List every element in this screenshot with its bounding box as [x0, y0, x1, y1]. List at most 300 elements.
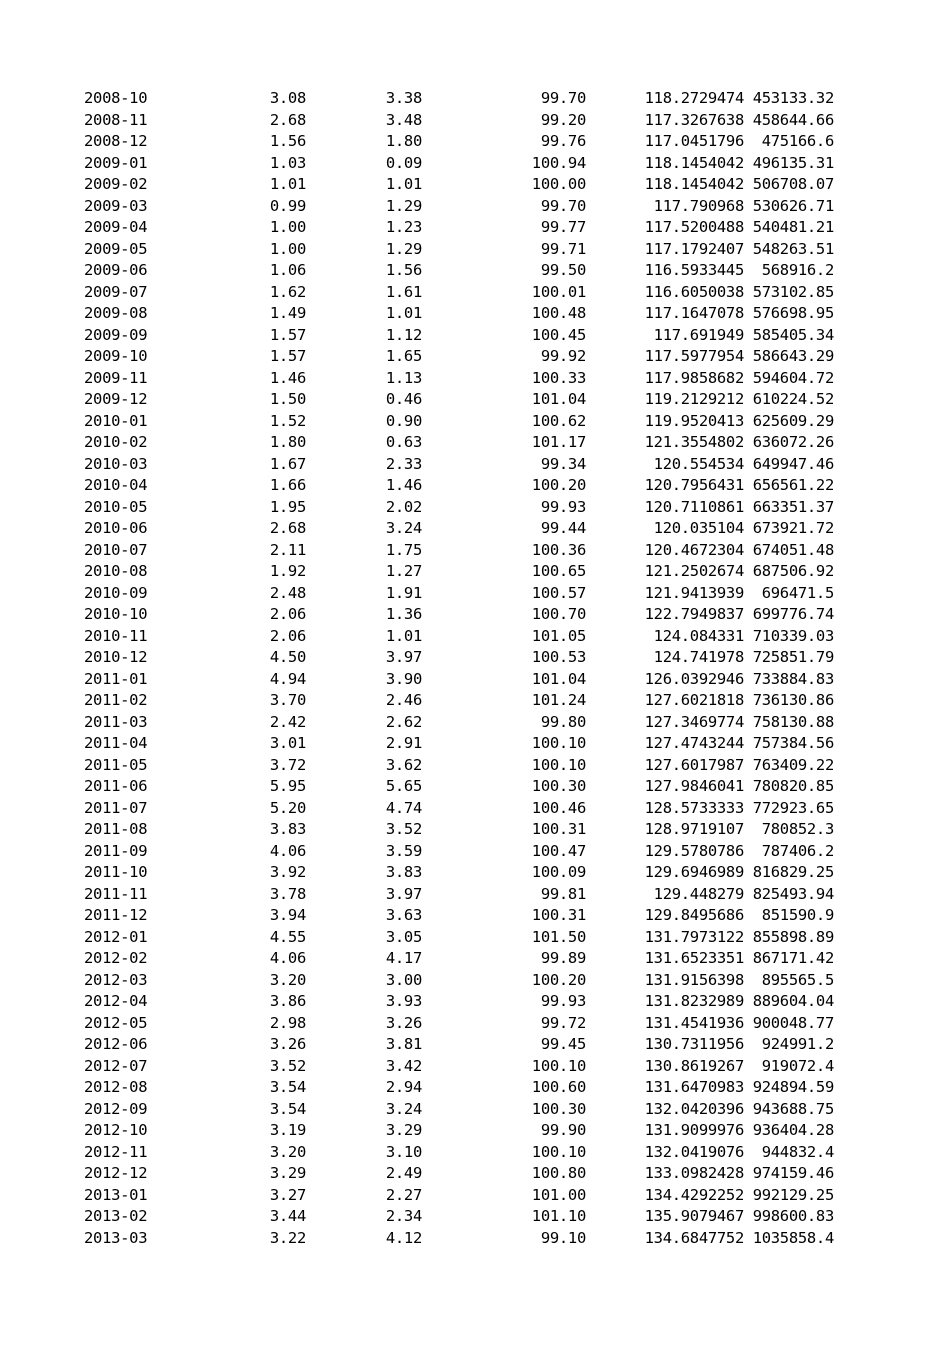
- value-cell-1: 3.92: [269, 863, 306, 881]
- value-cell-4: 116.6050038: [644, 282, 744, 301]
- value-cell-1: 1.95: [269, 497, 306, 516]
- value-cell-1: 1.92: [269, 562, 306, 580]
- value-cell-1: 1.50: [269, 390, 306, 408]
- value-cell-2: 4.17: [385, 949, 422, 967]
- value-cell-4: 119.9520413: [644, 411, 744, 430]
- table-row: [84, 905, 834, 927]
- value-cell-4: 121.2502674: [644, 562, 744, 580]
- date-cell: 2009-04: [84, 218, 148, 236]
- value-cell-2: 2.49: [385, 1164, 422, 1182]
- value-cell-2: 1.29: [385, 196, 422, 215]
- date-cell: 2010-08: [84, 562, 148, 580]
- value-cell-5: 699776.74: [752, 605, 834, 623]
- value-cell-1: 4.06: [269, 841, 306, 860]
- value-cell-3: 99.92: [540, 347, 586, 365]
- value-cell-4: 121.3554802: [644, 433, 744, 451]
- table-row: [84, 325, 834, 347]
- table-row: [84, 1120, 834, 1142]
- date-cell: 2009-05: [84, 239, 148, 258]
- value-cell-3: 99.93: [540, 497, 586, 516]
- value-cell-2: 0.46: [385, 390, 422, 408]
- value-cell-3: 101.10: [531, 1207, 586, 1225]
- value-cell-1: 2.68: [269, 110, 306, 129]
- date-cell: 2011-02: [84, 691, 148, 709]
- value-cell-2: 3.93: [385, 992, 422, 1010]
- date-cell: 2013-01: [84, 1185, 148, 1204]
- date-cell: 2013-02: [84, 1207, 148, 1225]
- date-cell: 2009-09: [84, 325, 148, 344]
- value-cell-2: 3.29: [385, 1121, 422, 1139]
- value-cell-4: 131.4541936: [644, 1013, 744, 1032]
- table-row: [84, 927, 834, 949]
- value-cell-4: 134.6847752: [644, 1228, 744, 1247]
- table-body: [84, 88, 834, 1249]
- value-cell-1: 1.62: [269, 282, 306, 301]
- value-cell-5: 636072.26: [752, 433, 834, 451]
- value-cell-1: 2.06: [269, 605, 306, 623]
- value-cell-1: 2.68: [269, 519, 306, 537]
- date-cell: 2009-02: [84, 175, 148, 193]
- value-cell-5: 855898.89: [752, 927, 834, 946]
- table-row: [84, 518, 834, 540]
- table-row: [84, 368, 834, 390]
- value-cell-1: 3.44: [269, 1207, 306, 1225]
- value-cell-3: 100.80: [531, 1164, 586, 1182]
- table-row: [84, 260, 834, 282]
- value-cell-3: 99.80: [540, 712, 586, 731]
- value-cell-2: 3.48: [385, 110, 422, 129]
- value-cell-4: 117.1792407: [644, 239, 744, 258]
- value-cell-3: 101.00: [531, 1185, 586, 1204]
- value-cell-4: 127.4743244: [644, 734, 744, 752]
- value-cell-1: 2.42: [269, 712, 306, 731]
- value-cell-4: 127.6021818: [644, 691, 744, 709]
- value-cell-3: 101.17: [531, 433, 586, 451]
- value-cell-5: 696471.5: [761, 583, 834, 602]
- date-cell: 2012-03: [84, 970, 148, 989]
- date-cell: 2011-05: [84, 755, 148, 774]
- value-cell-3: 99.81: [540, 884, 586, 903]
- value-cell-2: 1.01: [385, 304, 422, 322]
- value-cell-5: 458644.66: [752, 110, 834, 129]
- value-cell-5: 687506.92: [752, 562, 834, 580]
- table-row: [84, 862, 834, 884]
- table-row: [84, 1056, 834, 1078]
- table-row: [84, 1228, 834, 1250]
- date-cell: 2009-07: [84, 282, 148, 301]
- table-row: [84, 153, 834, 175]
- value-cell-4: 128.9719107: [644, 820, 744, 838]
- value-cell-4: 129.5780786: [644, 841, 744, 860]
- date-cell: 2010-12: [84, 648, 148, 666]
- value-cell-4: 127.9846041: [644, 777, 744, 795]
- date-cell: 2011-09: [84, 841, 148, 860]
- value-cell-5: 816829.25: [752, 863, 834, 881]
- value-cell-1: 3.52: [269, 1056, 306, 1075]
- value-cell-2: 3.81: [385, 1035, 422, 1053]
- value-cell-3: 100.53: [531, 648, 586, 666]
- date-cell: 2010-09: [84, 583, 148, 602]
- value-cell-4: 124.084331: [653, 626, 744, 645]
- value-cell-3: 100.10: [531, 734, 586, 752]
- value-cell-5: 568916.2: [761, 261, 834, 279]
- value-cell-2: 1.65: [385, 347, 422, 365]
- value-cell-2: 1.56: [385, 261, 422, 279]
- value-cell-2: 3.62: [385, 755, 422, 774]
- value-cell-2: 0.63: [385, 433, 422, 451]
- value-cell-3: 99.20: [540, 110, 586, 129]
- table-row: [84, 454, 834, 476]
- table-row: [84, 948, 834, 970]
- value-cell-5: 540481.21: [752, 218, 834, 236]
- value-cell-1: 3.08: [269, 89, 306, 107]
- table-row: [84, 1099, 834, 1121]
- value-cell-5: 763409.22: [752, 755, 834, 774]
- table-row: [84, 819, 834, 841]
- value-cell-1: 4.94: [269, 669, 306, 688]
- value-cell-3: 100.94: [531, 153, 586, 172]
- value-cell-4: 129.6946989: [644, 863, 744, 881]
- date-cell: 2012-01: [84, 927, 148, 946]
- value-cell-4: 127.3469774: [644, 712, 744, 731]
- date-cell: 2011-03: [84, 712, 148, 731]
- value-cell-4: 120.4672304: [644, 540, 744, 559]
- value-cell-4: 130.8619267: [644, 1056, 744, 1075]
- date-cell: 2009-08: [84, 304, 148, 322]
- value-cell-4: 132.0419076: [644, 1142, 744, 1161]
- table-row: [84, 110, 834, 132]
- value-cell-5: 998600.83: [752, 1207, 834, 1225]
- value-cell-4: 130.7311956: [644, 1035, 744, 1053]
- table-row: [84, 604, 834, 626]
- date-cell: 2010-01: [84, 411, 148, 430]
- value-cell-3: 101.04: [531, 669, 586, 688]
- value-cell-1: 1.00: [269, 239, 306, 258]
- value-cell-3: 99.90: [540, 1121, 586, 1139]
- value-cell-3: 99.72: [540, 1013, 586, 1032]
- date-cell: 2010-05: [84, 497, 148, 516]
- value-cell-3: 100.20: [531, 476, 586, 494]
- value-cell-2: 3.00: [385, 970, 422, 989]
- value-cell-3: 100.33: [531, 368, 586, 387]
- value-cell-1: 5.20: [269, 798, 306, 817]
- value-cell-1: 1.57: [269, 347, 306, 365]
- value-cell-5: 851590.9: [761, 906, 834, 924]
- value-cell-5: 867171.42: [752, 949, 834, 967]
- value-cell-5: 530626.71: [752, 196, 834, 215]
- value-cell-1: 1.67: [269, 454, 306, 473]
- value-cell-2: 1.91: [385, 583, 422, 602]
- value-cell-5: 924991.2: [761, 1035, 834, 1053]
- value-cell-1: 1.49: [269, 304, 306, 322]
- value-cell-4: 117.0451796: [644, 132, 744, 150]
- value-cell-3: 99.44: [540, 519, 586, 537]
- date-cell: 2012-09: [84, 1099, 148, 1118]
- date-cell: 2009-11: [84, 368, 148, 387]
- value-cell-5: 663351.37: [752, 497, 834, 516]
- value-cell-2: 1.75: [385, 540, 422, 559]
- value-cell-4: 124.741978: [653, 648, 744, 666]
- value-cell-5: 936404.28: [752, 1121, 834, 1139]
- value-cell-5: 1035858.4: [752, 1228, 834, 1247]
- value-cell-3: 101.05: [531, 626, 586, 645]
- table-row: [84, 970, 834, 992]
- value-cell-4: 116.5933445: [644, 261, 744, 279]
- value-cell-5: 772923.65: [752, 798, 834, 817]
- value-cell-5: 900048.77: [752, 1013, 834, 1032]
- value-cell-4: 134.4292252: [644, 1185, 744, 1204]
- value-cell-2: 3.52: [385, 820, 422, 838]
- value-cell-2: 2.46: [385, 691, 422, 709]
- value-cell-4: 131.6523351: [644, 949, 744, 967]
- value-cell-3: 99.71: [540, 239, 586, 258]
- value-cell-3: 99.10: [540, 1228, 586, 1247]
- value-cell-5: 625609.29: [752, 411, 834, 430]
- value-cell-3: 99.93: [540, 992, 586, 1010]
- date-cell: 2009-01: [84, 153, 148, 172]
- value-cell-1: 1.66: [269, 476, 306, 494]
- date-cell: 2011-12: [84, 906, 148, 924]
- value-cell-3: 100.60: [531, 1078, 586, 1096]
- value-cell-1: 4.55: [269, 927, 306, 946]
- table-row: [84, 346, 834, 368]
- table-row: [84, 647, 834, 669]
- table-row: [84, 131, 834, 153]
- table-row: [84, 712, 834, 734]
- value-cell-4: 131.6470983: [644, 1078, 744, 1096]
- value-cell-4: 126.0392946: [644, 669, 744, 688]
- value-cell-4: 131.9156398: [644, 970, 744, 989]
- table-row: [84, 174, 834, 196]
- value-cell-4: 117.9858682: [644, 368, 744, 387]
- value-cell-2: 1.01: [385, 175, 422, 193]
- table-row: [84, 432, 834, 454]
- value-cell-4: 120.7956431: [644, 476, 744, 494]
- value-cell-1: 5.95: [269, 777, 306, 795]
- value-cell-5: 573102.85: [752, 282, 834, 301]
- value-cell-3: 101.04: [531, 390, 586, 408]
- date-cell: 2010-06: [84, 519, 148, 537]
- value-cell-4: 120.554534: [653, 454, 744, 473]
- value-cell-1: 3.72: [269, 755, 306, 774]
- value-cell-2: 3.26: [385, 1013, 422, 1032]
- value-cell-4: 135.9079467: [644, 1207, 744, 1225]
- value-cell-1: 2.98: [269, 1013, 306, 1032]
- value-cell-2: 3.05: [385, 927, 422, 946]
- table-row: [84, 755, 834, 777]
- date-cell: 2008-10: [84, 89, 148, 107]
- value-cell-1: 1.52: [269, 411, 306, 430]
- value-cell-5: 710339.03: [752, 626, 834, 645]
- value-cell-5: 757384.56: [752, 734, 834, 752]
- value-cell-2: 3.59: [385, 841, 422, 860]
- value-cell-4: 117.790968: [653, 196, 744, 215]
- value-cell-5: 758130.88: [752, 712, 834, 731]
- value-cell-3: 100.46: [531, 798, 586, 817]
- value-cell-1: 2.06: [269, 626, 306, 645]
- value-cell-1: 3.54: [269, 1099, 306, 1118]
- table-row: [84, 217, 834, 239]
- table-row: [84, 540, 834, 562]
- value-cell-1: 3.29: [269, 1164, 306, 1182]
- table-row: [84, 690, 834, 712]
- date-cell: 2011-08: [84, 820, 148, 838]
- value-cell-5: 576698.95: [752, 304, 834, 322]
- value-cell-2: 4.74: [385, 798, 422, 817]
- date-cell: 2011-01: [84, 669, 148, 688]
- value-cell-2: 2.62: [385, 712, 422, 731]
- value-cell-1: 3.78: [269, 884, 306, 903]
- value-cell-2: 0.90: [385, 411, 422, 430]
- table-row: [84, 776, 834, 798]
- value-cell-5: 674051.48: [752, 540, 834, 559]
- value-cell-2: 2.91: [385, 734, 422, 752]
- value-cell-1: 3.86: [269, 992, 306, 1010]
- value-cell-5: 475166.6: [761, 132, 834, 150]
- value-cell-4: 118.1454042: [644, 175, 744, 193]
- value-cell-4: 131.9099976: [644, 1121, 744, 1139]
- value-cell-4: 129.8495686: [644, 906, 744, 924]
- value-cell-2: 3.97: [385, 648, 422, 666]
- value-cell-2: 3.10: [385, 1142, 422, 1161]
- value-cell-3: 100.47: [531, 841, 586, 860]
- value-cell-4: 120.7110861: [644, 497, 744, 516]
- value-cell-2: 4.12: [385, 1228, 422, 1247]
- table-row: [84, 411, 834, 433]
- value-cell-2: 1.29: [385, 239, 422, 258]
- value-cell-5: 889604.04: [752, 992, 834, 1010]
- value-cell-5: 736130.86: [752, 691, 834, 709]
- value-cell-3: 99.45: [540, 1035, 586, 1053]
- value-cell-2: 3.42: [385, 1056, 422, 1075]
- date-cell: 2012-12: [84, 1164, 148, 1182]
- value-cell-3: 100.00: [531, 175, 586, 193]
- value-cell-1: 3.70: [269, 691, 306, 709]
- table-row: [84, 561, 834, 583]
- value-cell-3: 100.62: [531, 411, 586, 430]
- value-cell-4: 120.035104: [653, 519, 744, 537]
- date-cell: 2012-06: [84, 1035, 148, 1053]
- value-cell-5: 594604.72: [752, 368, 834, 387]
- date-cell: 2011-10: [84, 863, 148, 881]
- value-cell-5: 825493.94: [752, 884, 834, 903]
- value-cell-4: 132.0420396: [644, 1099, 744, 1118]
- table-row: [84, 303, 834, 325]
- value-cell-4: 117.1647078: [644, 304, 744, 322]
- value-cell-1: 3.19: [269, 1121, 306, 1139]
- value-cell-5: 895565.5: [761, 970, 834, 989]
- value-cell-3: 99.89: [540, 949, 586, 967]
- table-row: [84, 1185, 834, 1207]
- value-cell-5: 733884.83: [752, 669, 834, 688]
- value-cell-1: 0.99: [269, 196, 306, 215]
- value-cell-2: 2.33: [385, 454, 422, 473]
- value-cell-1: 3.83: [269, 820, 306, 838]
- value-cell-5: 506708.07: [752, 175, 834, 193]
- value-cell-5: 548263.51: [752, 239, 834, 258]
- value-cell-3: 100.01: [531, 282, 586, 301]
- value-cell-3: 100.09: [531, 863, 586, 881]
- date-cell: 2011-04: [84, 734, 148, 752]
- value-cell-2: 2.94: [385, 1078, 422, 1096]
- table-row: [84, 196, 834, 218]
- value-cell-3: 100.30: [531, 1099, 586, 1118]
- value-cell-3: 100.30: [531, 777, 586, 795]
- table-row: [84, 733, 834, 755]
- value-cell-4: 118.1454042: [644, 153, 744, 172]
- value-cell-1: 4.06: [269, 949, 306, 967]
- value-cell-3: 100.36: [531, 540, 586, 559]
- value-cell-2: 2.02: [385, 497, 422, 516]
- value-cell-4: 121.9413939: [644, 583, 744, 602]
- value-cell-4: 122.7949837: [644, 605, 744, 623]
- value-cell-1: 1.03: [269, 153, 306, 172]
- value-cell-4: 117.3267638: [644, 110, 744, 129]
- value-cell-4: 117.5200488: [644, 218, 744, 236]
- value-cell-4: 131.8232989: [644, 992, 744, 1010]
- date-cell: 2011-07: [84, 798, 148, 817]
- value-cell-3: 99.50: [540, 261, 586, 279]
- value-cell-2: 1.36: [385, 605, 422, 623]
- table-row: [84, 626, 834, 648]
- value-cell-2: 1.13: [385, 368, 422, 387]
- table-row: [84, 497, 834, 519]
- date-cell: 2010-07: [84, 540, 148, 559]
- value-cell-1: 4.50: [269, 648, 306, 666]
- date-cell: 2010-10: [84, 605, 148, 623]
- table-row: [84, 475, 834, 497]
- date-cell: 2009-12: [84, 390, 148, 408]
- value-cell-5: 656561.22: [752, 476, 834, 494]
- value-cell-1: 1.01: [269, 175, 306, 193]
- value-cell-5: 725851.79: [752, 648, 834, 666]
- table-row: [84, 88, 834, 110]
- value-cell-3: 99.70: [540, 89, 586, 107]
- value-cell-3: 100.65: [531, 562, 586, 580]
- value-cell-3: 100.31: [531, 820, 586, 838]
- value-cell-3: 99.34: [540, 454, 586, 473]
- value-cell-3: 99.76: [540, 132, 586, 150]
- value-cell-3: 100.10: [531, 1142, 586, 1161]
- value-cell-4: 119.2129212: [644, 390, 744, 408]
- date-cell: 2011-11: [84, 884, 148, 903]
- value-cell-1: 3.54: [269, 1078, 306, 1096]
- value-cell-1: 3.22: [269, 1228, 306, 1247]
- table-row: [84, 991, 834, 1013]
- value-cell-2: 0.09: [385, 153, 422, 172]
- data-table: [84, 88, 834, 1249]
- value-cell-1: 1.06: [269, 261, 306, 279]
- table-row: [84, 1034, 834, 1056]
- value-cell-2: 1.27: [385, 562, 422, 580]
- table-row: [84, 583, 834, 605]
- date-cell: 2012-07: [84, 1056, 148, 1075]
- date-cell: 2012-02: [84, 949, 148, 967]
- date-cell: 2010-03: [84, 454, 148, 473]
- value-cell-1: 1.57: [269, 325, 306, 344]
- date-cell: 2012-05: [84, 1013, 148, 1032]
- table-row: [84, 798, 834, 820]
- value-cell-1: 3.26: [269, 1035, 306, 1053]
- date-cell: 2011-06: [84, 777, 148, 795]
- date-cell: 2009-06: [84, 261, 148, 279]
- value-cell-3: 100.57: [531, 583, 586, 602]
- date-cell: 2012-04: [84, 992, 148, 1010]
- date-cell: 2009-03: [84, 196, 148, 215]
- value-cell-2: 3.97: [385, 884, 422, 903]
- value-cell-2: 2.34: [385, 1207, 422, 1225]
- value-cell-1: 1.80: [269, 433, 306, 451]
